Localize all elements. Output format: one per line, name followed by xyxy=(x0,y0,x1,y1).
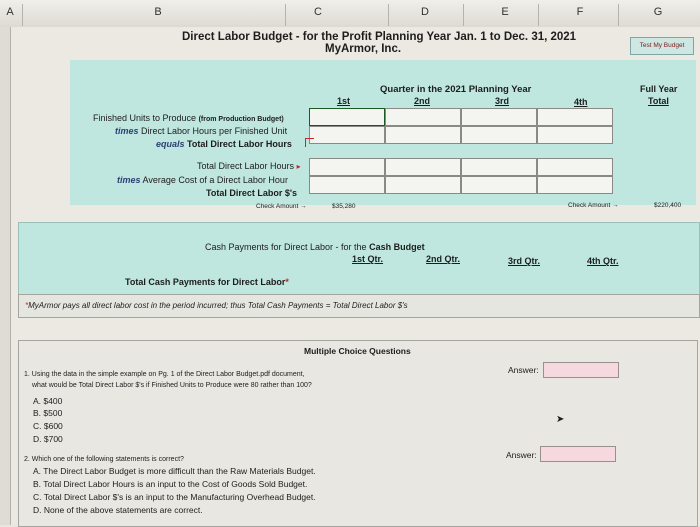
quarter-header: Quarter in the 2021 Planning Year xyxy=(380,84,532,95)
check-amount-value-right: $220,400 xyxy=(654,202,682,209)
cash-q1-label: 1st Qtr. xyxy=(352,254,384,264)
col-header-e[interactable]: E xyxy=(501,6,509,18)
col-header-c[interactable]: C xyxy=(314,6,322,18)
cash-header xyxy=(205,242,425,252)
dlh-per-unit-label xyxy=(115,126,287,136)
total-dlh-row-label xyxy=(197,161,301,171)
q1-answer-label: Answer: xyxy=(508,365,539,375)
col-header-d[interactable]: D xyxy=(421,6,429,18)
cash-header-text: Cash Payments for Direct Labor - for the xyxy=(205,242,367,252)
note-text: MyArmor pays all direct labor cost in the period incurred; thus Total Cash Payments = Total Direct Labor $'s xyxy=(28,301,408,310)
dlh-per-unit-text: Direct Labor Hours per Finished Unit xyxy=(141,126,288,136)
row-header-strip[interactable] xyxy=(0,27,11,525)
input-units-q2[interactable] xyxy=(385,108,461,126)
finished-units-source: (from Production Budget) xyxy=(198,116,284,123)
q1-option-a[interactable]: A. $400 xyxy=(33,396,63,406)
mcq-title: Multiple Choice Questions xyxy=(304,346,411,356)
total-cash-text: Total Cash Payments for Direct Labor xyxy=(125,277,286,287)
company-name: MyArmor, Inc. xyxy=(325,43,402,55)
cash-q2-label: 2nd Qtr. xyxy=(426,254,461,264)
input-dlh-q4[interactable] xyxy=(537,126,613,144)
q1-answer-input[interactable] xyxy=(543,362,619,378)
q2-option-b[interactable]: B. Total Direct Labor Hours is an input to the Cost of Goods Sold Budget. xyxy=(33,479,308,489)
error-marker xyxy=(305,138,314,147)
q1-option-d[interactable]: D. $700 xyxy=(33,434,63,444)
total-dl-dollars-label: Total Direct Labor $'s xyxy=(206,188,297,198)
column-header-bar xyxy=(0,0,700,28)
avg-cost-label xyxy=(117,175,288,185)
quarter-3-label: 3rd xyxy=(495,96,510,106)
payment-note xyxy=(18,294,700,318)
finished-units-label xyxy=(93,113,284,123)
times2-prefix: times xyxy=(117,175,141,185)
avg-cost-q2[interactable] xyxy=(385,176,461,194)
check-amount-label-left: Check Amount xyxy=(256,203,299,210)
check-amount-value-left: $35,280 xyxy=(332,203,356,210)
q1-line1: 1. Using the data in the simple example on Pg. 1 of the Direct Labor Budget.pdf document, xyxy=(24,371,305,378)
total-dlh-q2[interactable] xyxy=(385,158,461,176)
q2-answer-label: Answer: xyxy=(506,450,537,460)
note-star: * xyxy=(25,301,29,310)
input-units-q1[interactable] xyxy=(309,108,385,126)
check-amount-right: Check Amount → xyxy=(568,202,619,209)
cash-budget-label: Cash Budget xyxy=(369,242,425,252)
total-cash-star: * xyxy=(285,277,289,287)
total-dlh-label xyxy=(156,139,292,149)
cash-q4-label: 4th Qtr. xyxy=(587,256,619,266)
col-header-a[interactable]: A xyxy=(6,6,14,18)
q2-line1: 2. Which one of the following statements is correct? xyxy=(24,456,184,463)
col-header-f[interactable]: F xyxy=(576,6,584,18)
total-dlh-q4[interactable] xyxy=(537,158,613,176)
avg-cost-q1[interactable] xyxy=(309,176,385,194)
q2-option-c[interactable]: C. Total Direct Labor $'s is an input to the Manufacturing Overhead Budget. xyxy=(33,492,316,502)
cash-q3-label: 3rd Qtr. xyxy=(508,256,541,266)
col-header-g[interactable]: G xyxy=(653,6,663,18)
total-dlh-text: Total Direct Labor Hours xyxy=(187,139,292,149)
quarter-2-label: 2nd xyxy=(414,96,431,106)
avg-cost-q3[interactable] xyxy=(461,176,537,194)
page-title: Direct Labor Budget - for the Profit Planning Year Jan. 1 to Dec. 31, 2021 xyxy=(182,31,577,43)
quarter-4-label: 4th xyxy=(574,97,588,107)
avg-cost-q4[interactable] xyxy=(537,176,613,194)
equals-prefix: equals xyxy=(156,139,185,149)
full-year-total-label: Total xyxy=(648,96,669,106)
mouse-cursor-icon: ➤ xyxy=(556,414,565,425)
q1-option-b[interactable]: B. $500 xyxy=(33,408,63,418)
finished-units-text: Finished Units to Produce xyxy=(93,113,197,123)
avg-cost-text: Average Cost of a Direct Labor Hour xyxy=(142,175,288,185)
input-dlh-q2[interactable] xyxy=(385,126,461,144)
q1-line2: what would be Total Direct Labor $'s if Finished Units to Produce were 80 rather than 100? xyxy=(32,382,312,389)
times-prefix: times xyxy=(115,126,139,136)
payment-note-text xyxy=(25,301,408,310)
input-dlh-q3[interactable] xyxy=(461,126,537,144)
total-dlh-q3[interactable] xyxy=(461,158,537,176)
input-units-q3[interactable] xyxy=(461,108,537,126)
q2-option-d[interactable]: D. None of the above statements are correct. xyxy=(33,505,203,515)
full-year-label: Full Year xyxy=(640,84,678,94)
check-amount-label-right: Check Amount xyxy=(568,202,611,209)
check-amount-left: Check Amount → xyxy=(256,203,307,210)
input-units-q4[interactable] xyxy=(537,108,613,126)
total-dlh2-text: Total Direct Labor Hours xyxy=(197,161,295,171)
test-my-budget-button[interactable]: Test My Budget xyxy=(630,37,694,55)
input-dlh-q1[interactable] xyxy=(309,126,385,144)
total-dlh-q1[interactable] xyxy=(309,158,385,176)
col-header-b[interactable]: B xyxy=(154,6,162,18)
total-cash-label xyxy=(125,277,289,287)
q1-option-c[interactable]: C. $600 xyxy=(33,421,63,431)
q2-option-a[interactable]: A. The Direct Labor Budget is more difficult than the Raw Materials Budget. xyxy=(33,466,316,476)
arrow-marker: ▸ xyxy=(296,162,301,171)
q2-answer-input[interactable] xyxy=(540,446,616,462)
quarter-1-label: 1st xyxy=(337,96,351,106)
